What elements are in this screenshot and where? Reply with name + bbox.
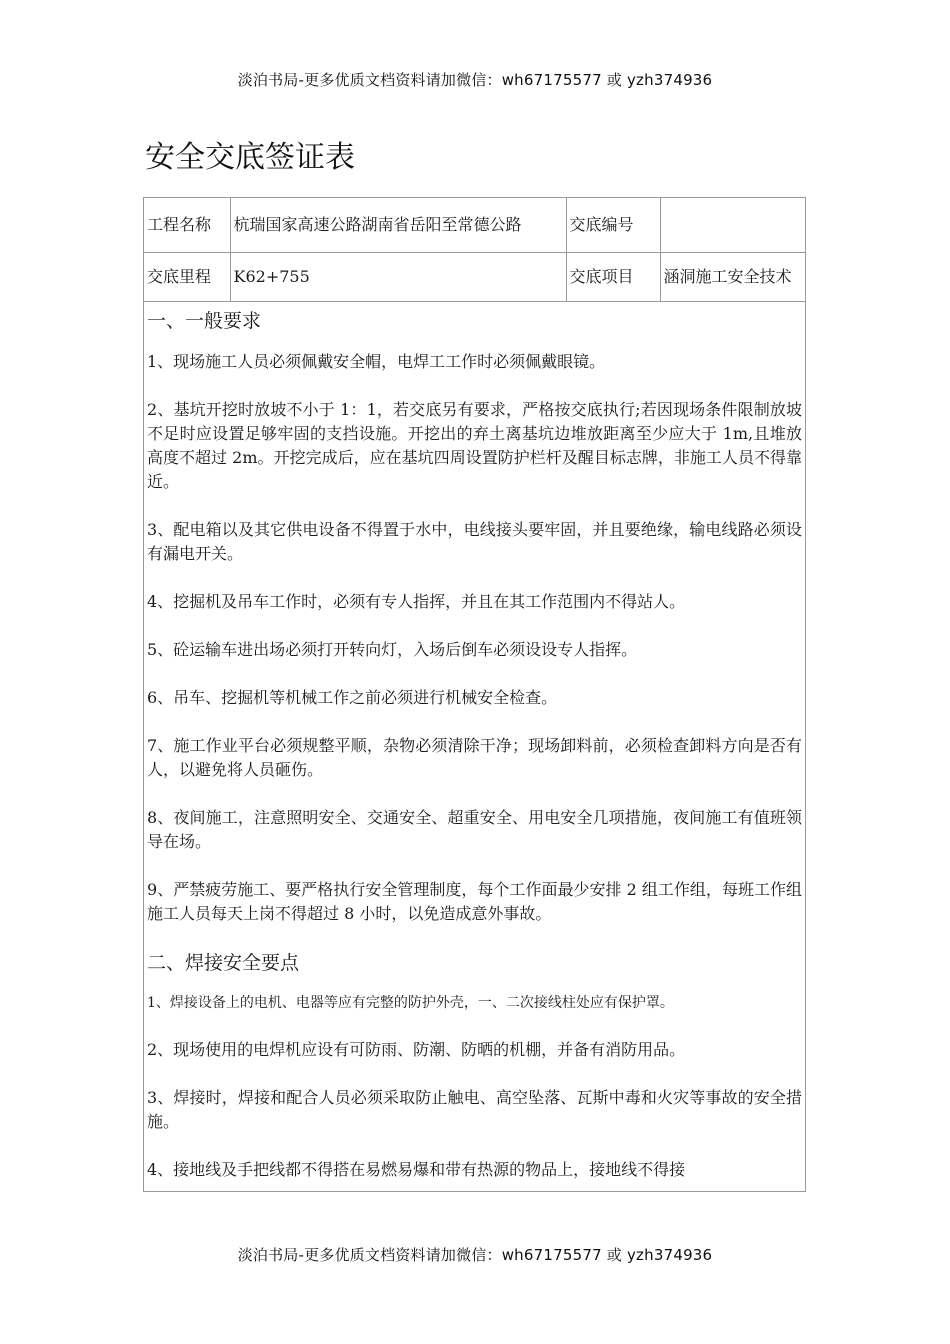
list-item: 3、配电箱以及其它供电设备不得置于水中，电线接头要牢固，并且要绝缘，输电线路必须设有漏电开关。 xyxy=(147,520,802,563)
content-body xyxy=(144,302,805,1182)
list-item: 2、基坑开挖时放坡不小于 1：1，若交底另有要求，严格按交底执行;若因现场条件限制放坡不足时应设置足够牢固的支挡设施。开挖出的弃土离基坑边堆放距离至少应大于 1m,且堆放高度不超过 2m。开挖完成后，应在基坑四周设置防护栏杆及醒目标志牌，非施工人员不得靠近。 xyxy=(147,400,802,491)
project-name-value: 杭瑞国家高速公路湖南省岳阳至常德公路 xyxy=(230,198,566,253)
list-item: 6、吊车、挖掘机等机械工作之前必须进行机械安全检查。 xyxy=(147,688,558,707)
list-item: 5、砼运输车进出场必须打开转向灯，入场后倒车必须设设专人指挥。 xyxy=(147,640,638,659)
mileage-label: 交底里程 xyxy=(144,253,230,302)
disclosure-form xyxy=(143,197,806,1192)
header-row-project xyxy=(144,198,805,253)
section-heading-welding: 二、焊接安全要点 xyxy=(147,952,300,974)
list-item: 8、夜间施工，注意照明安全、交通安全、超重安全、用电安全几项措施，夜间施工有值班领导在场。 xyxy=(147,808,802,851)
mileage-value: K62+755 xyxy=(230,253,566,302)
list-item: 1、焊接设备上的电机、电器等应有完整的防护外壳，一、二次接线柱处应有保护罩。 xyxy=(147,995,674,1011)
list-item: 3、焊接时，焊接和配合人员必须采取防止触电、高空坠落、瓦斯中毒和火灾等事故的安全措施。 xyxy=(147,1088,802,1131)
disclosure-code-value xyxy=(660,198,805,253)
disclosure-item-label: 交底项目 xyxy=(566,253,660,302)
list-item: 7、施工作业平台必须规整平顺，杂物必须清除干净；现场卸料前，必须检查卸料方向是否有人，以避免将人员砸伤。 xyxy=(147,736,802,779)
list-item: 4、接地线及手把线都不得搭在易燃易爆和带有热源的物品上，接地线不得接 xyxy=(147,1160,686,1179)
section-heading-general: 一、一般要求 xyxy=(147,310,262,332)
list-item: 2、现场使用的电焊机应设有可防雨、防潮、防晒的机棚，并备有消防用品。 xyxy=(147,1040,686,1059)
list-item: 4、挖掘机及吊车工作时，必须有专人指挥，并且在其工作范围内不得站人。 xyxy=(147,592,686,611)
list-item: 9、严禁疲劳施工、要严格执行安全管理制度，每个工作面最少安排 2 组工作组，每班工作组施工人员每天上岗不得超过 8 小时，以免造成意外事故。 xyxy=(147,880,802,923)
page-title: 安全交底签证表 xyxy=(145,140,355,175)
project-name-label: 工程名称 xyxy=(144,198,230,253)
header-table xyxy=(144,198,805,302)
header-row-mileage xyxy=(144,253,805,302)
watermark-top: 淡泊书局-更多优质文档资料请加微信：wh67175577 或 yzh374936 xyxy=(237,71,713,89)
watermark-bottom: 淡泊书局-更多优质文档资料请加微信：wh67175577 或 yzh374936 xyxy=(237,1246,713,1264)
list-item: 1、现场施工人员必须佩戴安全帽，电焊工工作时必须佩戴眼镜。 xyxy=(147,352,606,371)
disclosure-code-label: 交底编号 xyxy=(566,198,660,253)
disclosure-item-value: 涵洞施工安全技术 xyxy=(660,253,805,302)
